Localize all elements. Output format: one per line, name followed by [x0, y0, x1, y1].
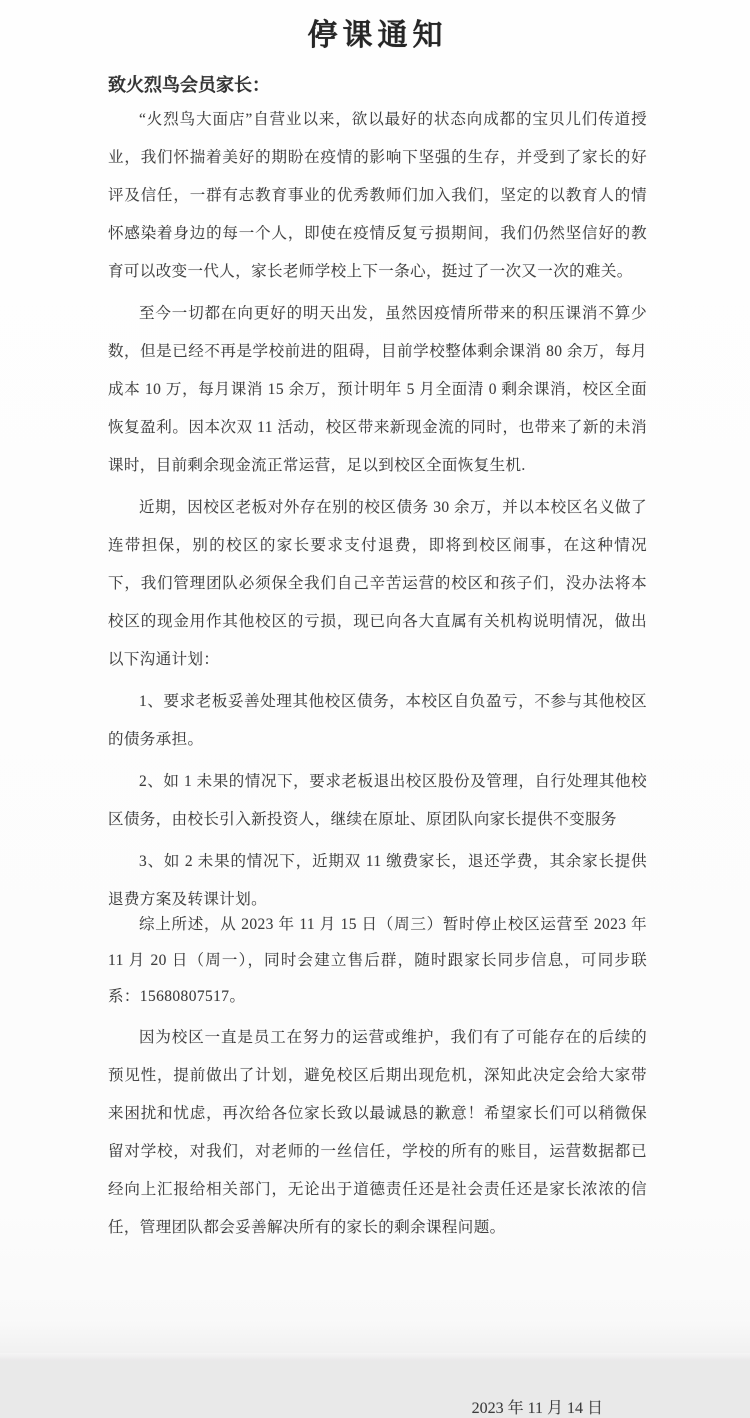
page-title: 停课通知 — [307, 19, 448, 52]
page-bottom-edge — [0, 1353, 750, 1361]
paragraph-finances: 至今一切都在向更好的明天出发，虽然因疫情所带来的积压课消不算少数，但是已经不再是学校前进的阻碍，目前学校整体剩余课消 80 余万，每月成本 10 万，每月课消 15 余万，预计明年 5 月全面清 0 剩余课消，校区全面恢复盈利。因本次双 11 活动，校区带来新现金流的同时，也带来了新的未消课时，目前剩余现金流正常运营，足以到校区全面恢复生机. — [108, 305, 647, 474]
document-date: 2023 年 11 月 14 日 — [471, 1400, 603, 1417]
paragraph-intro: “火烈鸟大面店”自营业以来，欲以最好的状态向成都的宝贝儿们传道授业，我们怀揣着美好的期盼在疫情的影响下坚强的生存，并受到了家长的好评及信任，一群有志教育事业的优秀教师们加入我们，坚定的以教育人的情怀感染着身边的每一个人，即使在疫情反复亏损期间，我们仍然坚信好的教育可以改变一代人，家长老师学校上下一条心，挺过了一次又一次的难关。 — [108, 111, 647, 280]
list-item-2: 2、如 1 未果的情况下，要求老板退出校区股份及管理，自行处理其他校区债务，由校长引入新投资人，继续在原址、原团队向家长提供不变服务 — [108, 773, 647, 828]
list-item-1: 1、要求老板妥善处理其他校区债务，本校区自负盈亏，不参与其他校区的债务承担。 — [108, 693, 647, 748]
paragraph-apology: 因为校区一直是员工在努力的运营或维护，我们有了可能存在的后续的预见性，提前做出了计划，避免校区后期出现危机，深知此决定会给大家带来困扰和忧虑，再次给各位家长致以最诚恳的歉意！希望家长们可以稍微保留对学校，对我们，对老师的一丝信任，学校的所有的账目，运营数据都已经向上汇报给相关部门，无论出于道德责任还是社会责任还是家长浓浓的信任，管理团队都会妥善解决所有的家长的剩余课程问题。 — [108, 1029, 647, 1236]
salutation-line: 致火烈鸟会员家长： — [108, 75, 270, 95]
paragraph-suspension-dates: 综上所述，从 2023 年 11 月 15 日（周三）暂时停止校区运营至 2023 年 11 月 20 日（周一），同时会建立售后群，随时跟家长同步信息，可同步联系：15680807517。 — [108, 916, 647, 1005]
list-item-3: 3、如 2 未果的情况下，近期双 11 缴费家长，退还学费，其余家长提供退费方案及转课计划。 — [108, 853, 647, 908]
paragraph-debt-issue: 近期，因校区老板对外存在别的校区债务 30 余万，并以本校区名义做了连带担保，别的校区的家长要求支付退费，即将到校区闹事，在这种情况下，我们管理团队必须保全我们自己辛苦运营的校区和孩子们，没办法将本校区的现金用作其他校区的亏损，现已向各大直属有关机构说明情况，做出以下沟通计划： — [108, 499, 647, 668]
